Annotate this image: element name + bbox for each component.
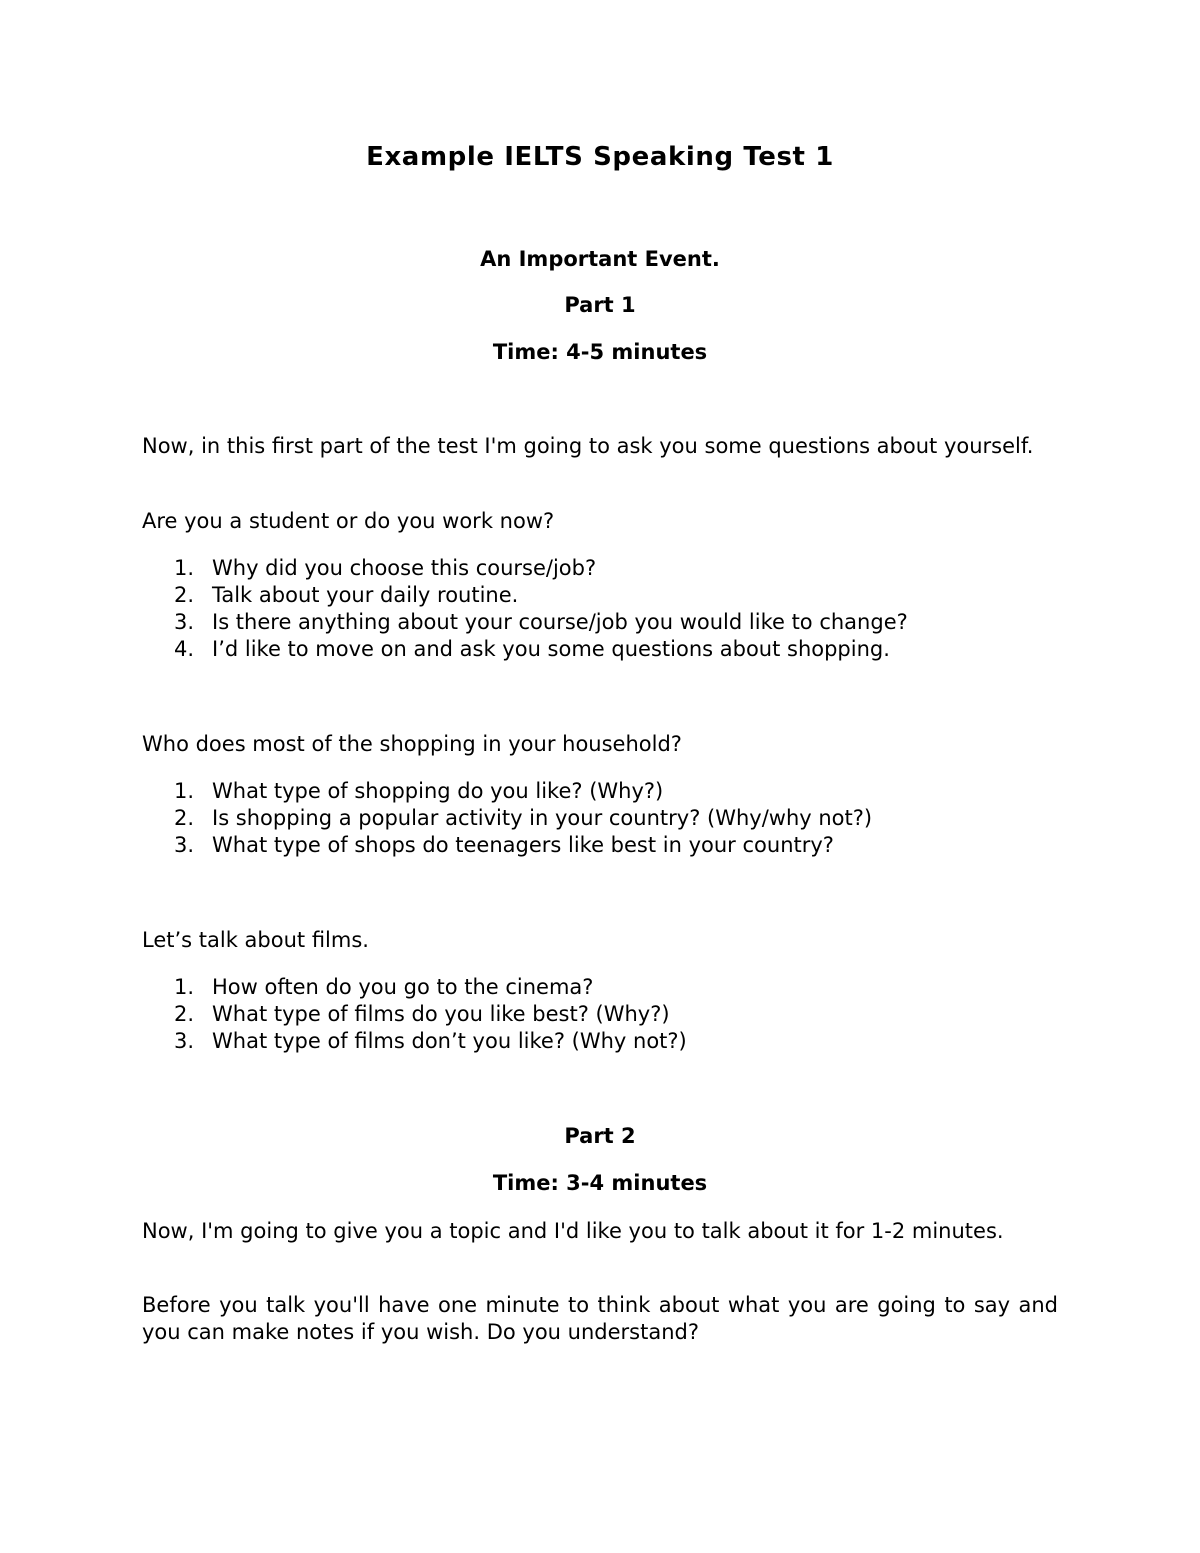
part2-paragraph-instructions: Before you talk you'll have one minute to think about what you are going to say and you can make notes if you wish. Do you understand? bbox=[142, 1293, 1058, 1344]
part2-heading: Part 2 bbox=[564, 1124, 636, 1148]
document-title: Example IELTS Speaking Test 1 bbox=[366, 142, 834, 172]
question-list-films bbox=[0, 974, 1200, 1055]
part1-heading: Part 1 bbox=[564, 293, 636, 317]
section-question-shopping: Who does most of the shopping in your household? bbox=[142, 732, 682, 756]
list-item: 3. What type of shops do teenagers like best in your country? bbox=[174, 833, 834, 857]
list-item: 2. Talk about your daily routine. bbox=[174, 583, 519, 607]
list-item: 3. What type of films don’t you like? (Why not?) bbox=[174, 1029, 687, 1053]
list-item: 1. How often do you go to the cinema? bbox=[174, 975, 594, 999]
list-item: 1. Why did you choose this course/job? bbox=[174, 556, 597, 580]
part2-time: Time: 3-4 minutes bbox=[492, 1171, 708, 1195]
list-item: 2. Is shopping a popular activity in your country? (Why/why not?) bbox=[174, 806, 873, 830]
document-subtitle: An Important Event. bbox=[480, 247, 720, 271]
list-item: 1. What type of shopping do you like? (Why?) bbox=[174, 779, 664, 803]
section-question-films: Let’s talk about films. bbox=[142, 928, 369, 952]
list-item: 4. I’d like to move on and ask you some questions about shopping. bbox=[174, 637, 890, 661]
list-item: 2. What type of films do you like best? (Why?) bbox=[174, 1002, 670, 1026]
part2-paragraph-topic: Now, I'm going to give you a topic and I'd like you to talk about it for 1-2 minutes. bbox=[142, 1219, 1004, 1243]
question-list-shopping bbox=[0, 778, 1200, 859]
part1-intro: Now, in this first part of the test I'm going to ask you some questions about yourself. bbox=[142, 434, 1034, 458]
part1-time: Time: 4-5 minutes bbox=[492, 340, 708, 364]
section-question-student: Are you a student or do you work now? bbox=[142, 509, 555, 533]
list-item: 3. Is there anything about your course/job you would like to change? bbox=[174, 610, 908, 634]
question-list-student bbox=[0, 555, 1200, 663]
